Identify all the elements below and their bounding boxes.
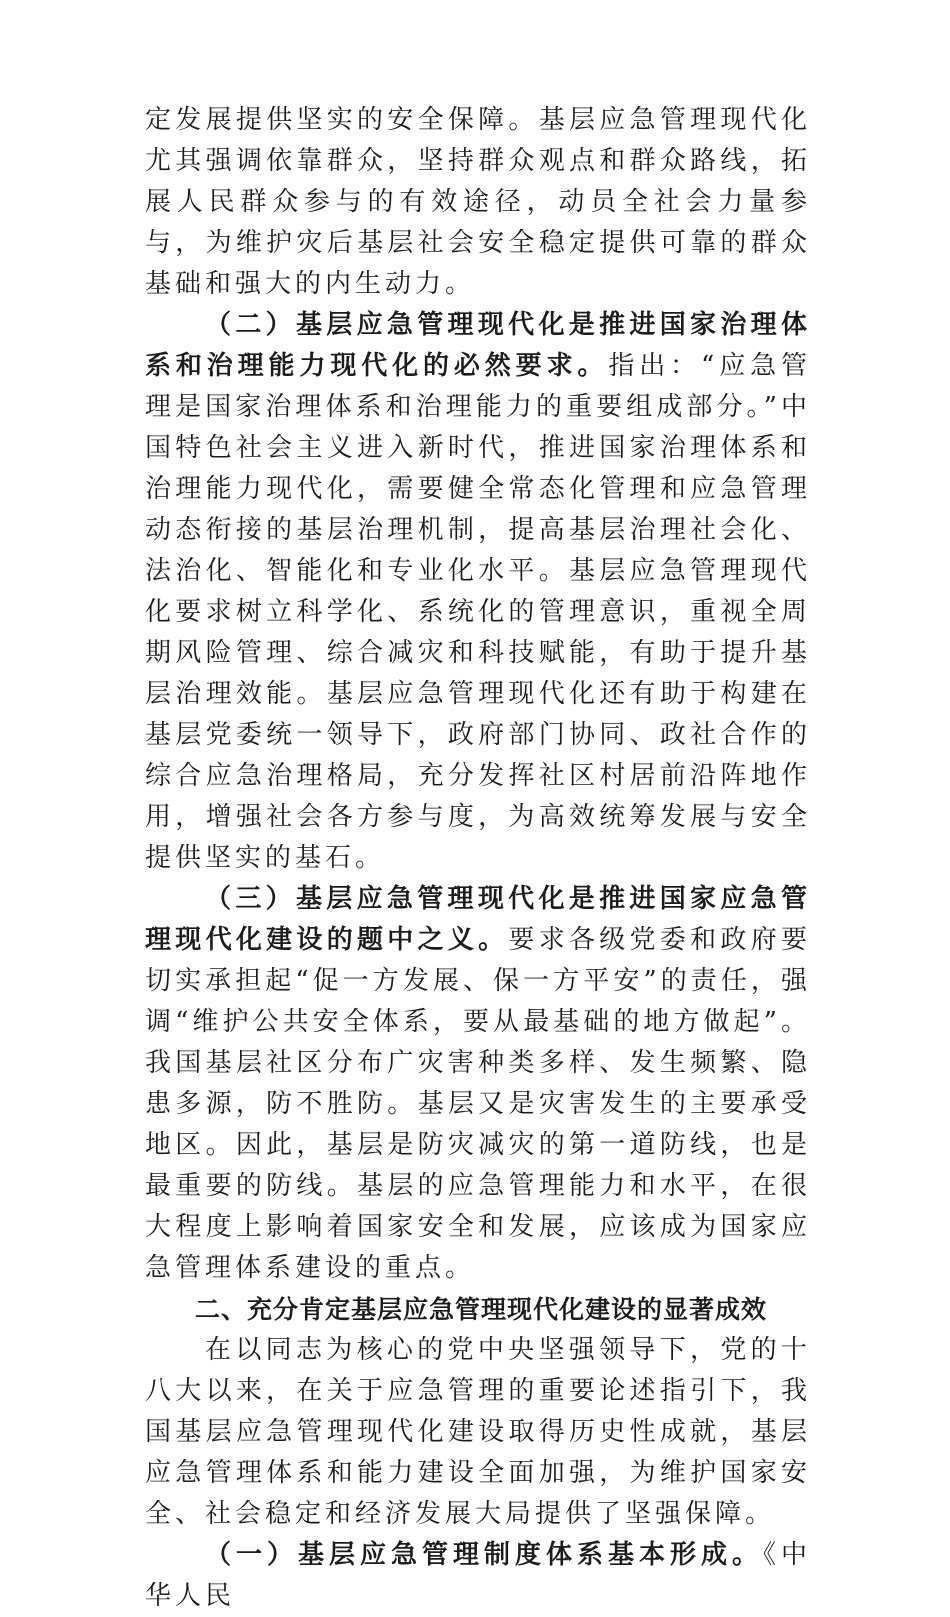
paragraph-continuation: 定发展提供坚实的安全保障。基层应急管理现代化尤其强调依靠群众，坚持群众观点和群众路线，拓展人民群众参与的有效途径，动员全社会力量参与，为维护灾后基层社会安全稳定提供可靠的群众基础和强大的内生动力。: [145, 105, 811, 299]
section-2-body: 指出：“应急管理是国家治理体系和治理能力的重要组成部分。”中国特色社会主义进入新时代，推进国家治理体系和治理能力现代化，需要健全常态化管理和应急管理动态衔接的基层治理机制，提高基层治理社会化、法治化、智能化和专业化水平。基层应急管理现代化要求树立科学化、系统化的管理意识，重视全周期风险管理、综合减灾和科技赋能，有助于提升基层治理效能。基层应急管理现代化还有助于构建在基层党委统一领导下，政府部门协同、政社合作的综合应急治理格局，充分发挥社区村居前沿阵地作用，增强社会各方参与度，为高效统筹发展与安全提供坚实的基石。: [145, 351, 811, 873]
section-2-lead: （二）基层应急管理现代化是推进国家治理体系和治理能力现代化的必然要求。: [145, 310, 811, 381]
section-3-body: 要求各级党委和政府要切实承担起“促一方发展、保一方平安”的责任，强调“维护公共安全体系，要从最基础的地方做起”。我国基层社区分布广灾害种类多样、发生频繁、隐患多源，防不胜防。基层又是灾害发生的主要承受地区。因此，基层是防灾减灾的第一道防线，也是最重要的防线。基层的应急管理能力和水平，在很大程度上影响着国家安全和发展，应该成为国家应急管理体系建设的重点。: [145, 925, 811, 1283]
paragraph-section-2: [145, 305, 811, 879]
chapter-heading-2: 二、充分肯定基层应急管理现代化建设的显著成效: [195, 1295, 768, 1324]
paragraph-section-3: [145, 879, 811, 1289]
subsection-1-body: 《中华人民: [145, 1540, 811, 1611]
subsection-1-lead: （一）基层应急管理制度体系基本形成。: [205, 1540, 763, 1570]
paragraph-subsection-1: [145, 1535, 811, 1617]
section-3-lead: （三）基层应急管理现代化是推进国家应急管理现代化建设的题中之义。: [145, 884, 811, 955]
document-body: [145, 100, 811, 1617]
paragraph-achievements: 在以同志为核心的党中央坚强领导下，党的十八大以来，在关于应急管理的重要论述指引下，我国基层应急管理现代化建设取得历史性成就，基层应急管理体系和能力建设全面加强，为维护国家安全、社会稳定和经济发展大局提供了坚强保障。: [145, 1335, 811, 1529]
